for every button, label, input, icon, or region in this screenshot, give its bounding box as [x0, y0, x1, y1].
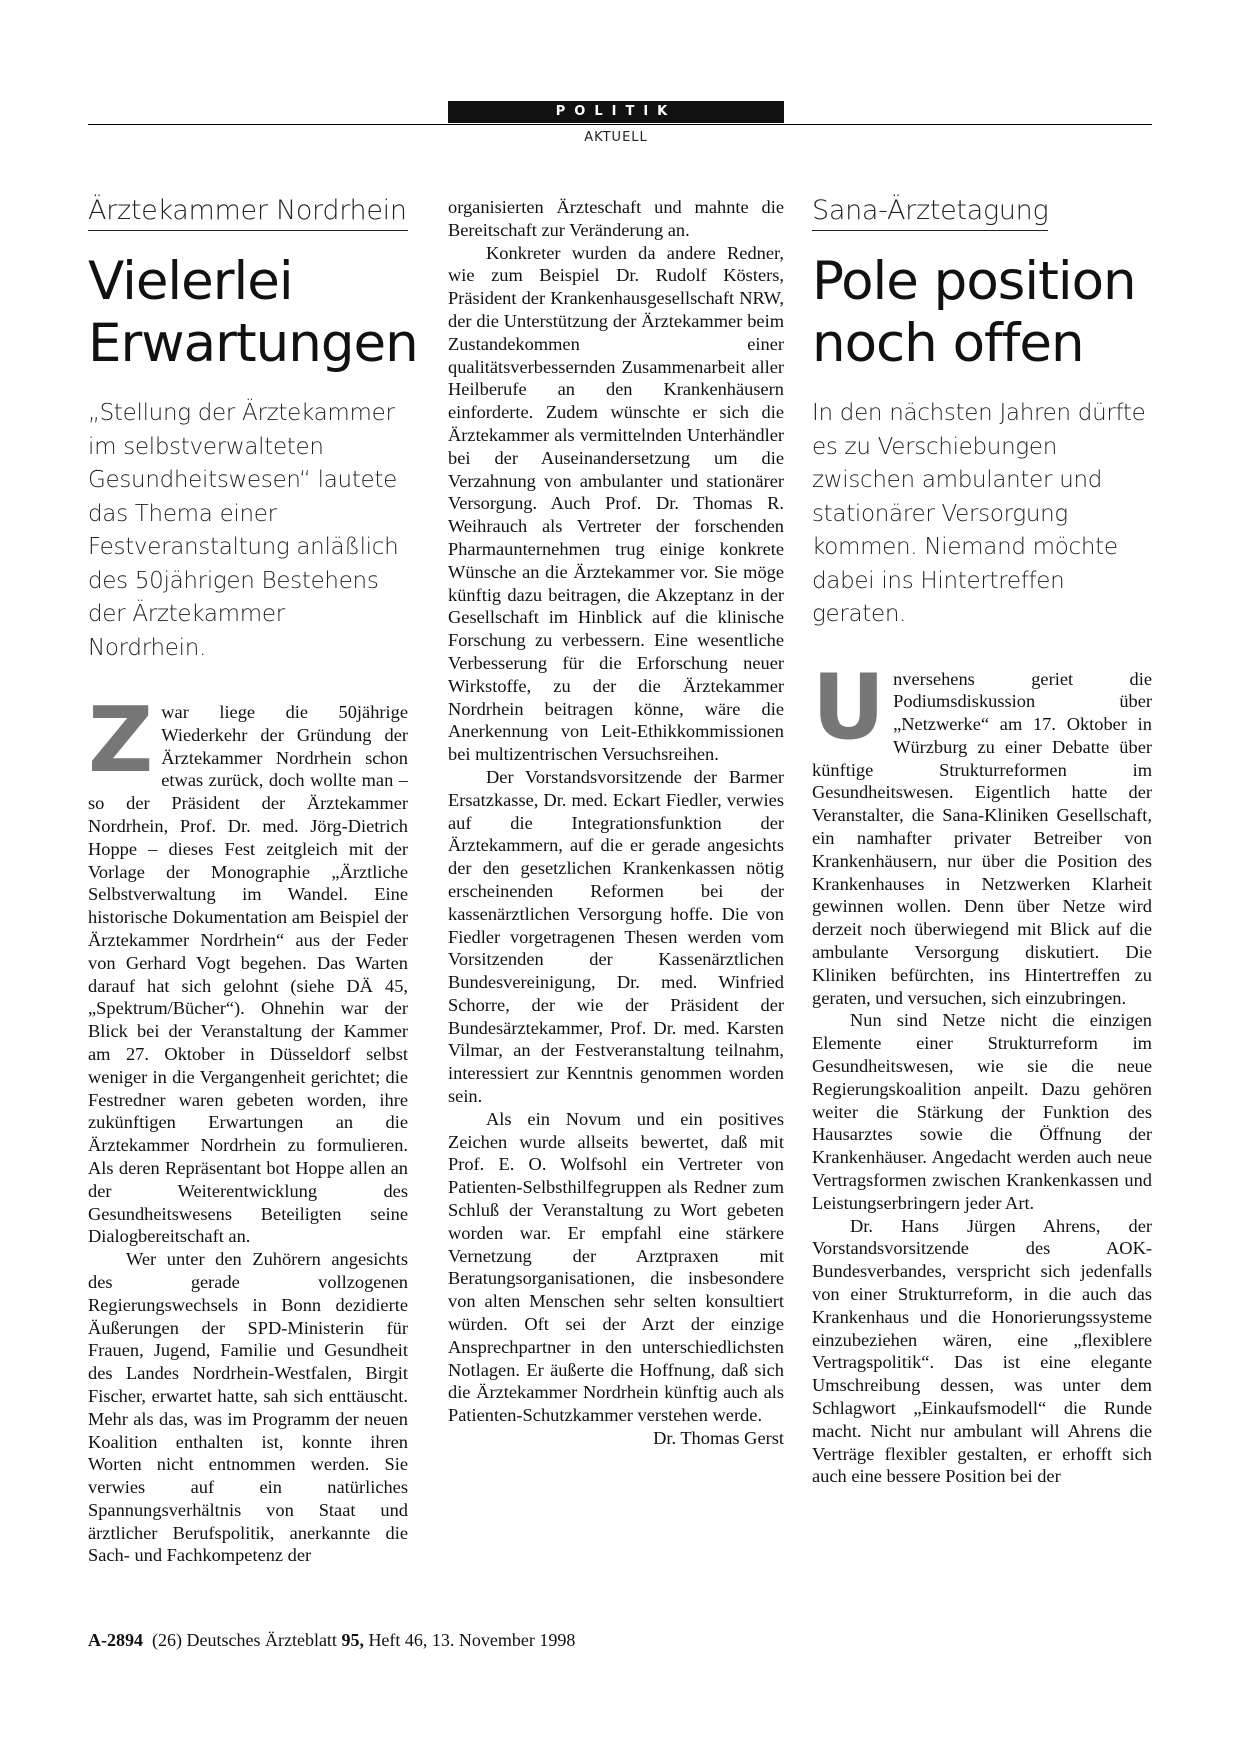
article2-headline-line2: noch offen [812, 313, 1084, 374]
article2-paragraph-text: nversehens geriet die Podiumsdiskussion über „Netzwerke“ am 17. Oktober in Würzburg zu einer Debatte über künftige Strukturreformen im Gesundheitswesen. Eigentlich hatte der Veranstalter, die Sana-Kliniken Gesellschaft, ein namhafter privater Betreiber von Krankenhäusern, nur über die Position des Krankenhauses in Netzwerken Klarheit gewinnen wollen. Denn über Netze wird derzeit noch überwiegend mit Blick auf die ambulante Versorgung diskutiert. Die Kliniken befürchten, ins Hintertreffen zu geraten, und versuchen, sich einzubringen. [812, 668, 1152, 1008]
article1-paragraph: organisierten Ärzteschaft und mahnte die Bereitschaft zur Veränderung an. [448, 197, 784, 240]
article2-paragraph: Nun sind Netze nicht die einzigen Elemente einer Strukturreform im Gesundheitswesen, wie sie die neue Regierungskoalition anpeilt. Dazu gehören weiter die Stärkung der Funktion des Hausarztes sowie die Öffnung der Krankenhäuser. Angedacht werden auch neue Vertragsformen zwischen Krankenkassen und Leistungserbringern jeder Art. [812, 1010, 1152, 1213]
article2-kicker: Sana-Ärztetagung [812, 195, 1048, 231]
article2-lead: In den nächsten Jahren dürfte es zu Verschiebungen zwischen ambulanter und stationärer Versorgung kommen. Niemand möchte dabei ins Hintertreffen geraten. [812, 400, 1146, 627]
article2-paragraph [812, 654, 1152, 1010]
article1-column-continued [448, 196, 784, 1450]
article1-paragraph-text: Als ein Novum und ein positives Zeichen wurde allseits bewertet, daß mit Prof. E. O. Wolfsohl ein Vertreter von Patienten-Selbsthilfegruppen als Redner zum Schluß der Veranstaltung zu Wort gebeten worden war. Er empfahl eine stärkere Vernetzung der Arztpraxen mit Beratungsorganisationen, die insbesondere von alten Menschen sehr selten konsultiert würden. Oft sei der Arzt der einzige Ansprechpartner in den unterschiedlichsten Notlagen. Er äußerte die Hoffnung, daß sich die Ärztekammer Nordrhein künftig auch als Patienten-Schutzkammer verstehen werde. [448, 1108, 784, 1426]
article1-lead: „Stellung der Ärztekammer im selbstverwalteten Gesundheitswesen“ lautete das Thema einer Festveranstaltung anläßlich des 50jährigen Bestehens der Ärztekammer Nordrhein. [88, 400, 399, 661]
header-rule [88, 124, 1152, 125]
article1-body-part2 [448, 196, 784, 1449]
article2-paragraph: Dr. Hans Jürgen Ahrens, der Vorstandsvorsitzende des AOK-Bundesverbandes, verspricht sich jedenfalls von einer Strukturreform, in die auch das Krankenhaus und die Honorierungssysteme einzubeziehen wären, eine „flexiblere Vertragspolitik“. Das ist eine elegante Umschreibung dessen, was unter dem Schlagwort „Einkaufsmodell“ die Runde macht. Nicht nur ambulant will Ahrens die Verträge flexibler gestalten, er erhofft sich auch eine bessere Position bei der [812, 1215, 1152, 1487]
article1-paragraph: Konkreter wurden da andere Redner, wie zum Beispiel Dr. Rudolf Kösters, Präsident der Krankenhausgesellschaft NRW, der die Unterstützung der Ärztekammer beim Zustandekommen einer qualitätsverbessernden Zusammenarbeit aller Heilberufe an den Krankenhäusern einforderte. Zudem wünschte er sich die Ärztekammer als vermittelnden Unterhändler bei der Auseinandersetzung um die Verzahnung von ambulanter und stationärer Versorgung. Auch Prof. Dr. Thomas R. Weihrauch als Vertreter der forschenden Pharmaunternehmen trug einige konkrete Wünsche an die Ärztekammer vor. Sie möge künftig dazu beitragen, die Akzeptanz in der Gesellschaft im Hinblick auf die klinische Forschung zu verbessern. Eine wesentliche Verbesserung für die Erforschung neuer Wirkstoffe, zu der die Ärztekammer Nordrhein beitragen könne, wäre die Anerkennung von Leit-Ethikkommissionen bei multizentrischen Versuchsreihen. [448, 242, 784, 765]
article1-paragraph [448, 1108, 784, 1449]
article1-headline-line1: Vielerlei [88, 251, 293, 312]
footer-volume: 95, [341, 1630, 364, 1650]
footer-publication: (26) Deutsches Ärzteblatt [152, 1630, 337, 1650]
subsection-label: AKTUELL [584, 130, 648, 145]
footer-page-number: A-2894 [88, 1630, 143, 1650]
article1-author: Dr. Thomas Gerst [653, 1428, 784, 1449]
article1-paragraph [88, 688, 408, 1248]
article1-paragraph-text: war liege die 50jährige Wiederkehr der Gründung der Ärztekammer Nordrhein schon etwas zurück, doch wollte man – so der Präsident der Ärztekammer Nordrhein, Prof. Dr. med. Jörg-Dietrich Hoppe – dieses Fest zeitgleich mit der Vorlage der Monographie „Ärztliche Selbstverwaltung im Wandel. Eine historische Dokumentation am Beispiel der Ärztekammer Nordrhein“ aus der Feder von Gerhard Vogt begehen. Das Warten darauf hat sich gelohnt (siehe DÄ 45, „Spektrum/Bücher“). Ohnehin war der Blick bei der Veranstaltung der Kammer am 27. Oktober in Düsseldorf selbst weniger in die Vergangenheit gerichtet; die Festredner waren gebeten worden, ihre zukünftigen Erwartungen an die Ärztekammer Nordrhein zu formulieren. Als deren Repräsentant bot Hoppe allen an der Weiterentwicklung des Gesundheitswesens Beteiligten seine Dialogbereitschaft an. [88, 702, 408, 1247]
article2-dropcap: U [812, 654, 886, 760]
article1-kicker: Ärztekammer Nordrhein [88, 195, 408, 231]
article1-headline [88, 251, 418, 375]
article2-headline [812, 251, 1152, 375]
footer-issue: Heft 46, 13. November 1998 [368, 1630, 576, 1650]
article1-dropcap: Z [88, 688, 154, 793]
article2-column [812, 195, 1152, 1488]
article2-headline-line1: Pole position [812, 251, 1136, 312]
article2-body [812, 654, 1152, 1489]
article1-body-part1 [88, 688, 408, 1567]
page-footer [88, 1630, 575, 1651]
article1-paragraph: Wer unter den Zuhörern angesichts des gerade vollzogenen Regierungswechsels in Bonn dezidierte Äußerungen der SPD-Ministerin für Frauen, Jugend, Familie und Gesundheit des Landes Nordrhein-Westfalen, Birgit Fischer, erwartet hatte, sah sich enttäuscht. Mehr als das, was im Programm der neuen Koalition enthalten ist, konnte ihren Worten nicht entnommen werden. Sie verwies auf ein natürliches Spannungsverhältnis von Staat und ärztlicher Berufspolitik, anerkannte die Sach- und Fachkompetenz der [88, 1249, 408, 1566]
article1-headline-line2: Erwartungen [88, 313, 418, 374]
section-label: POLITIK [448, 101, 784, 123]
article1-column [88, 195, 418, 1567]
article1-paragraph: Der Vorstandsvorsitzende der Barmer Ersatzkasse, Dr. med. Eckart Fiedler, verwies auf die Integrationsfunktion der Ärztekammern, auf die er gerade angesichts der den gesetzlichen Krankenkassen nötig erscheinenden Reformen bei der kassenärztlichen Versorgung hoffe. Die von Fiedler vorgetragenen Thesen werden vom Vorsitzenden der Kassenärztlichen Bundesvereinigung, Dr. med. Winfried Schorre, der wie der Präsident der Bundesärztekammer, Prof. Dr. med. Karsten Vilmar, an der Festveranstaltung teilnahm, interessiert zur Kenntnis genommen worden sein. [448, 766, 784, 1107]
